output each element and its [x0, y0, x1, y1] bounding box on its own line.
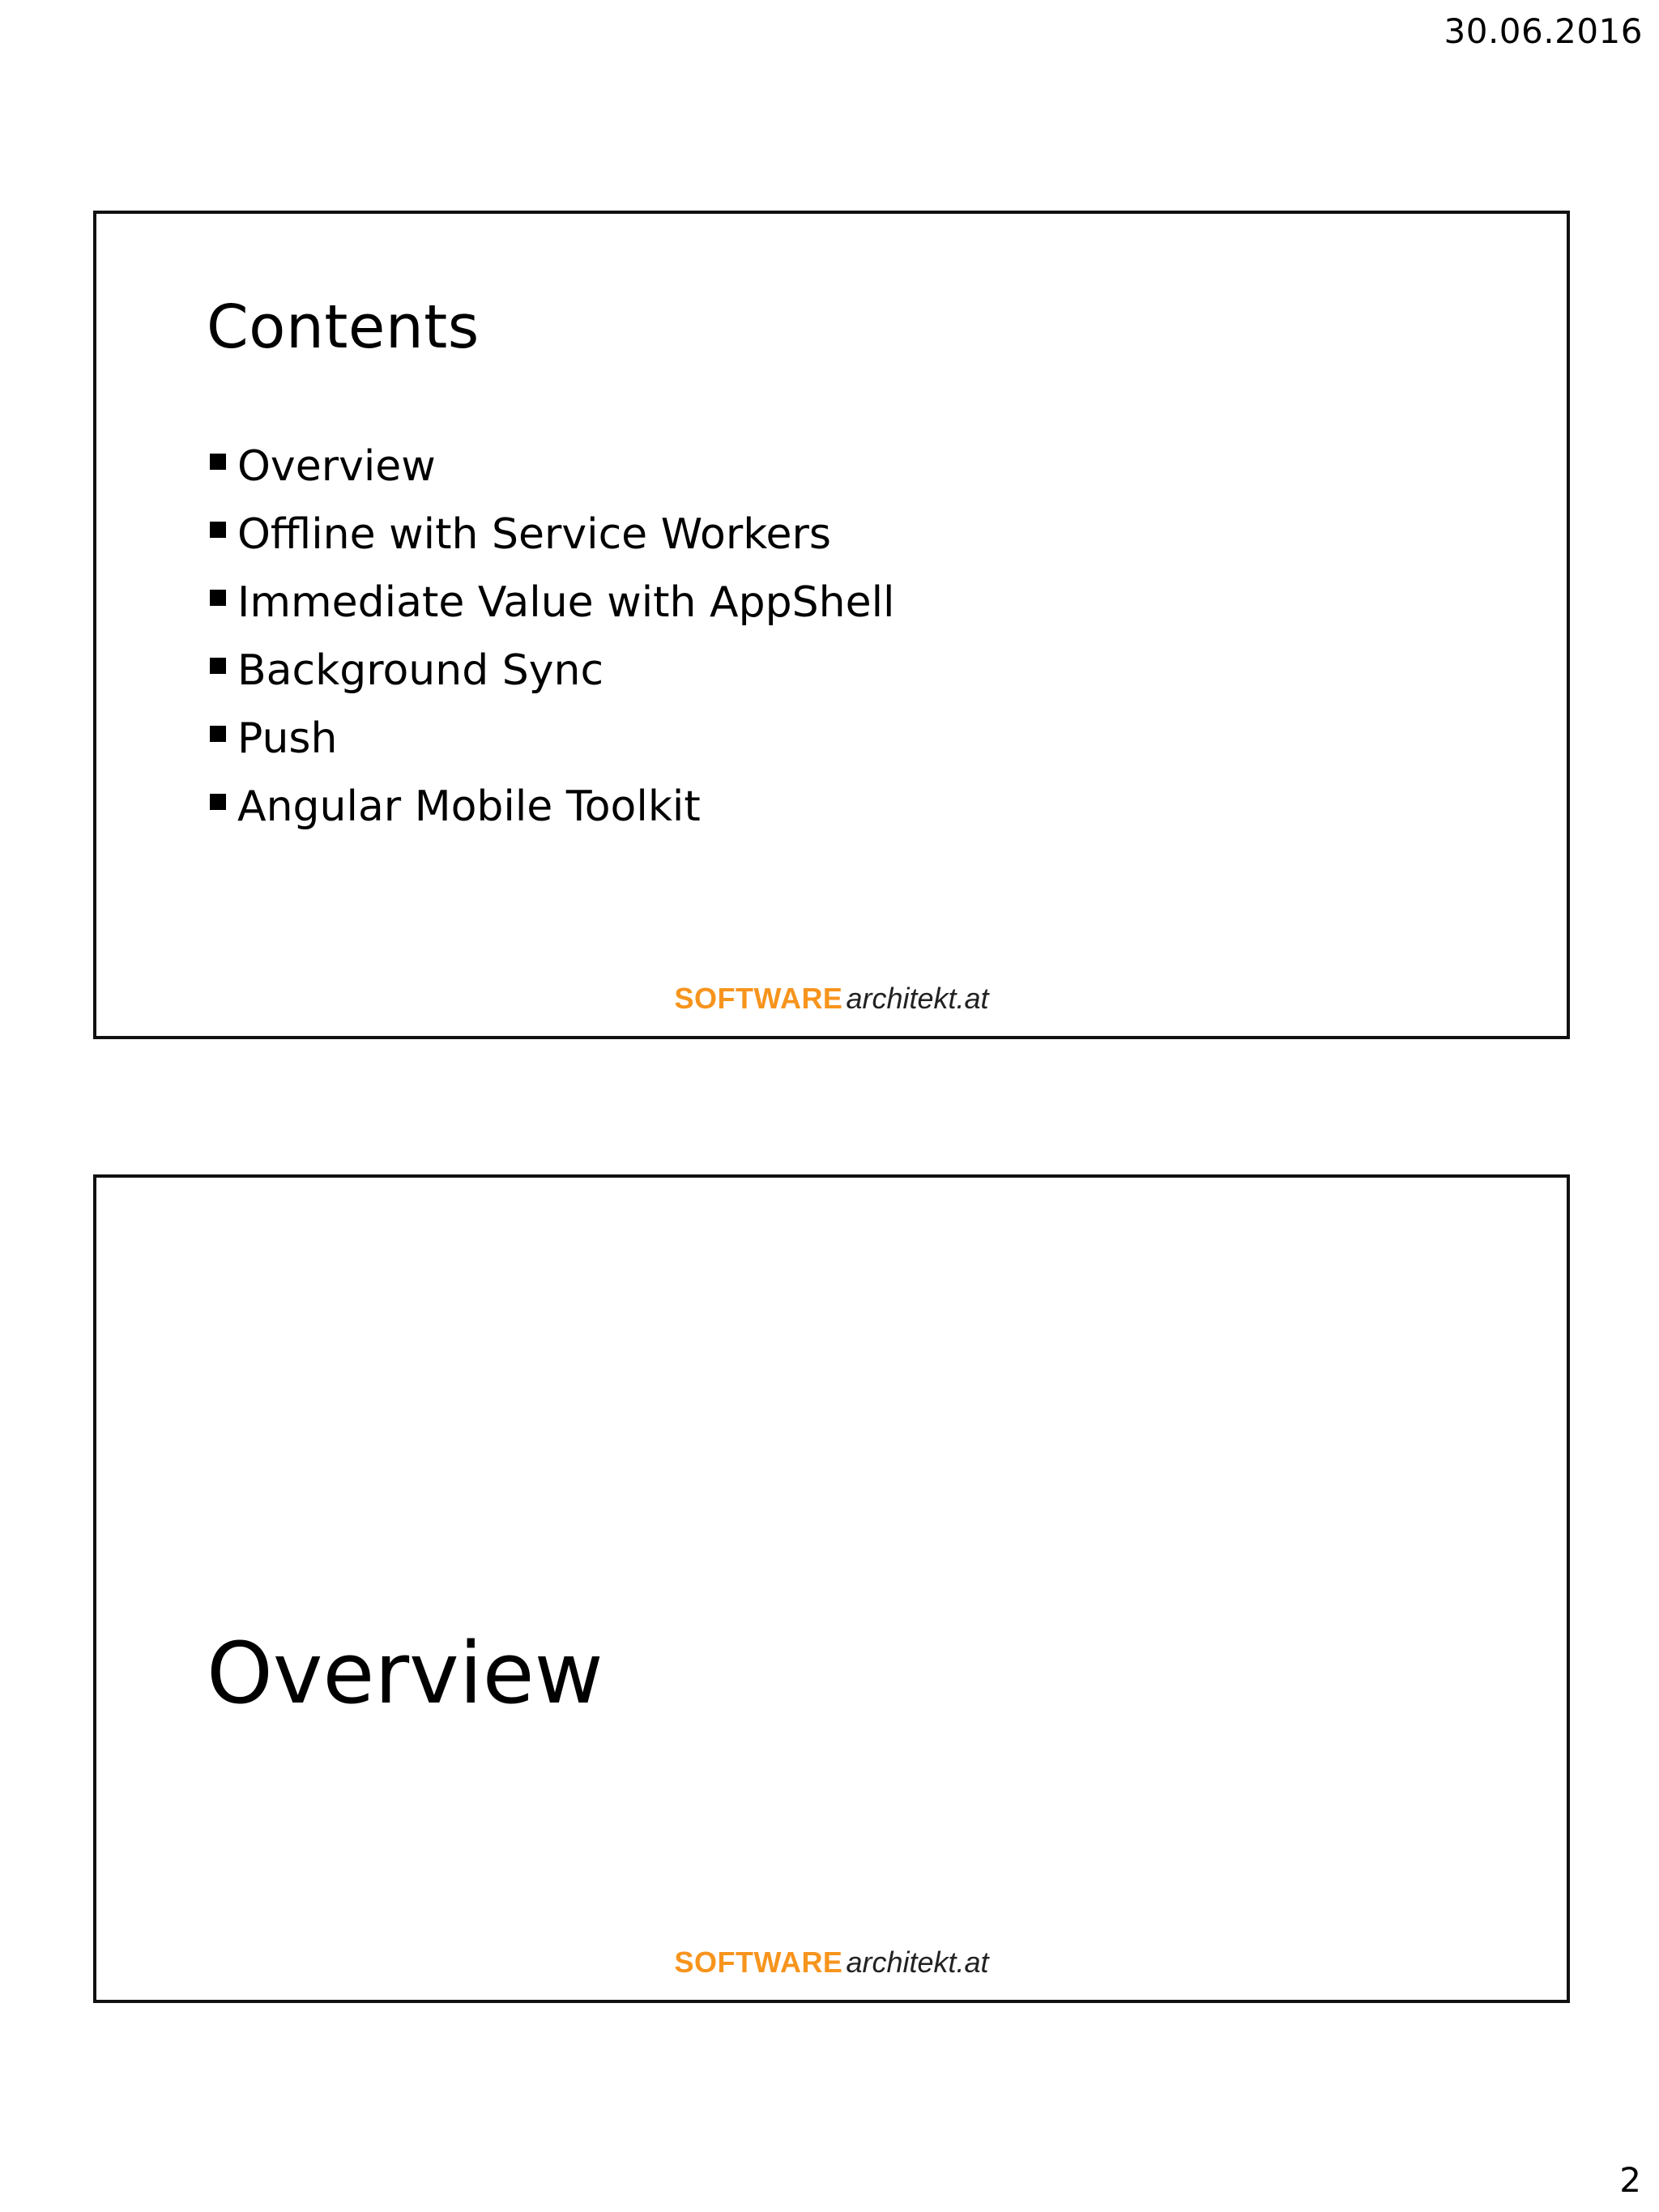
square-bullet-icon: [210, 590, 226, 606]
softwarearchitekt-logo: [96, 1948, 1567, 1977]
bullet-item-appshell: [210, 569, 894, 637]
page-date: 30.06.2016: [1444, 11, 1643, 51]
slide-overview: [93, 1174, 1570, 2003]
square-bullet-icon: [210, 794, 226, 810]
bullet-text: Overview: [237, 442, 436, 491]
bullet-item-push: [210, 705, 894, 773]
bullet-item-offline: [210, 501, 894, 569]
bullet-item-overview: [210, 433, 894, 501]
slide-contents: [93, 211, 1570, 1039]
square-bullet-icon: [210, 726, 226, 742]
square-bullet-icon: [210, 658, 226, 674]
section-title: Overview: [207, 1624, 603, 1723]
logo-architekt: architekt.at: [846, 982, 989, 1015]
bullet-text: Push: [237, 714, 338, 763]
page-number: 2: [1619, 2160, 1641, 2200]
bullet-item-angular-mobile-toolkit: [210, 773, 894, 841]
bullet-list: [210, 433, 894, 841]
softwarearchitekt-logo: [96, 984, 1567, 1013]
bullet-text: Offline with Service Workers: [237, 510, 831, 559]
slide-title: Contents: [207, 292, 480, 362]
bullet-text: Angular Mobile Toolkit: [237, 782, 701, 831]
bullet-item-background-sync: [210, 637, 894, 705]
square-bullet-icon: [210, 522, 226, 538]
logo-software: SOFTWARE: [674, 982, 843, 1015]
logo-software: SOFTWARE: [674, 1946, 843, 1979]
bullet-text: Background Sync: [237, 646, 604, 695]
bullet-text: Immediate Value with AppShell: [237, 578, 895, 627]
logo-architekt: architekt.at: [846, 1946, 989, 1979]
square-bullet-icon: [210, 454, 226, 470]
